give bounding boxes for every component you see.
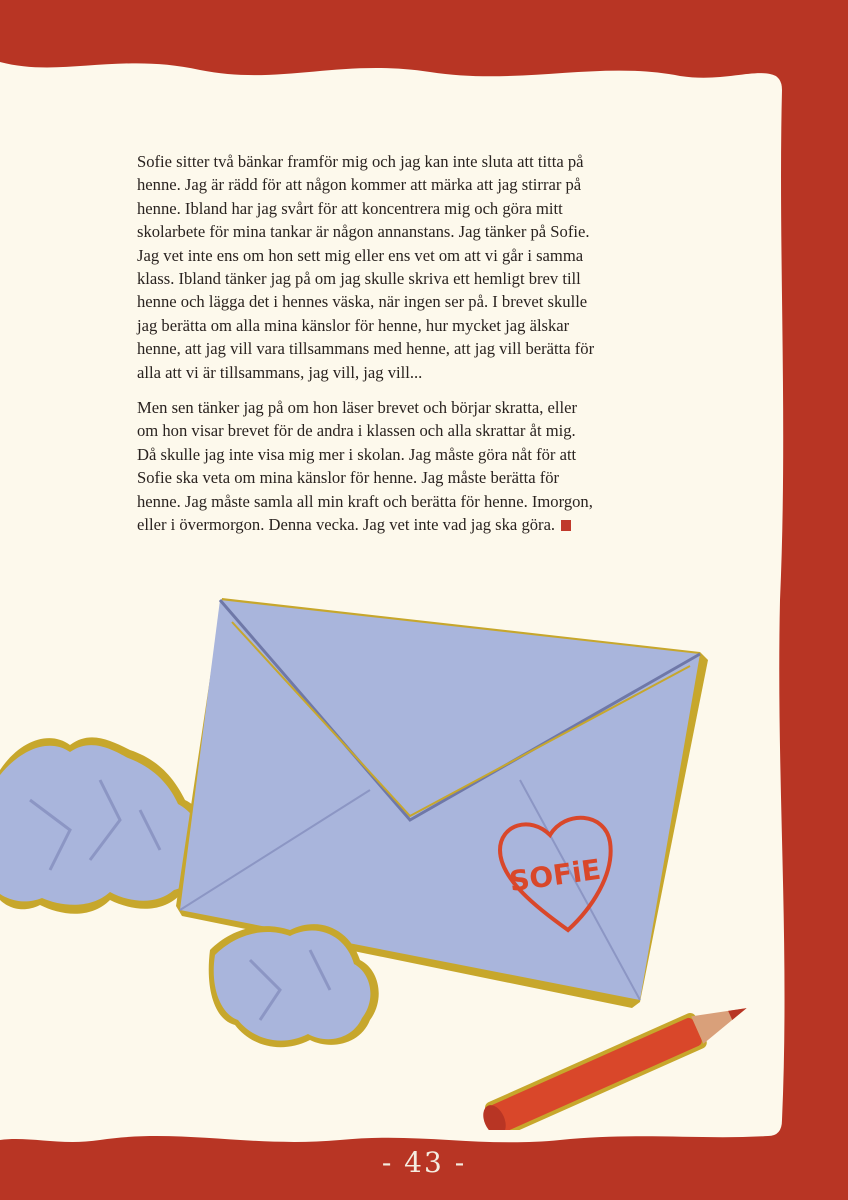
paragraph-2 (137, 396, 597, 536)
envelope-name: SOFiE (507, 852, 603, 899)
crumpled-paper-left (0, 737, 209, 913)
story-text (137, 150, 597, 549)
pencil (478, 991, 755, 1130)
paragraph-1: Sofie sitter två bänkar framför mig och jag kan inte sluta att titta på henne. Jag är rädd för att någon kommer att märka att jag stirrar på henne. Ibland har jag svårt för att koncentrera mig och göra mitt skolarbete för mina tankar är någon annanstans. Jag tänker på Sofie. Jag vet inte ens om hon sett mig eller ens vet om att vi går i samma klass. Ibland tänker jag på om jag skulle skriva ett hemligt brev till henne och lägga det i hennes väska, när ingen ser på. I brevet skulle jag berätta om alla mina känslor för henne, hur mycket jag älskar henne, att jag vill vara tillsammans med henne, att jag vill berätta för alla att vi är tillsammans, jag vill, jag vill... (137, 152, 595, 382)
end-of-story-mark (561, 520, 571, 531)
paragraph-2-text: Men sen tänker jag på om hon läser brevet och börjar skratta, eller om hon visar brevet för de andra i klassen och alla skrattar åt mig. Då skulle jag inte visa mig mer i skolan. Jag måste göra nåt för att Sofie ska veta om mina känslor för henne. Jag måste berätta för henne. Jag måste samla all min kraft och berätta för henne. Imorgon, eller i övermorgon. Denna vecka. Jag vet inte vad jag ska göra. (137, 398, 593, 535)
letter-illustration (0, 570, 848, 1130)
page-number: - 43 - (381, 1146, 467, 1179)
